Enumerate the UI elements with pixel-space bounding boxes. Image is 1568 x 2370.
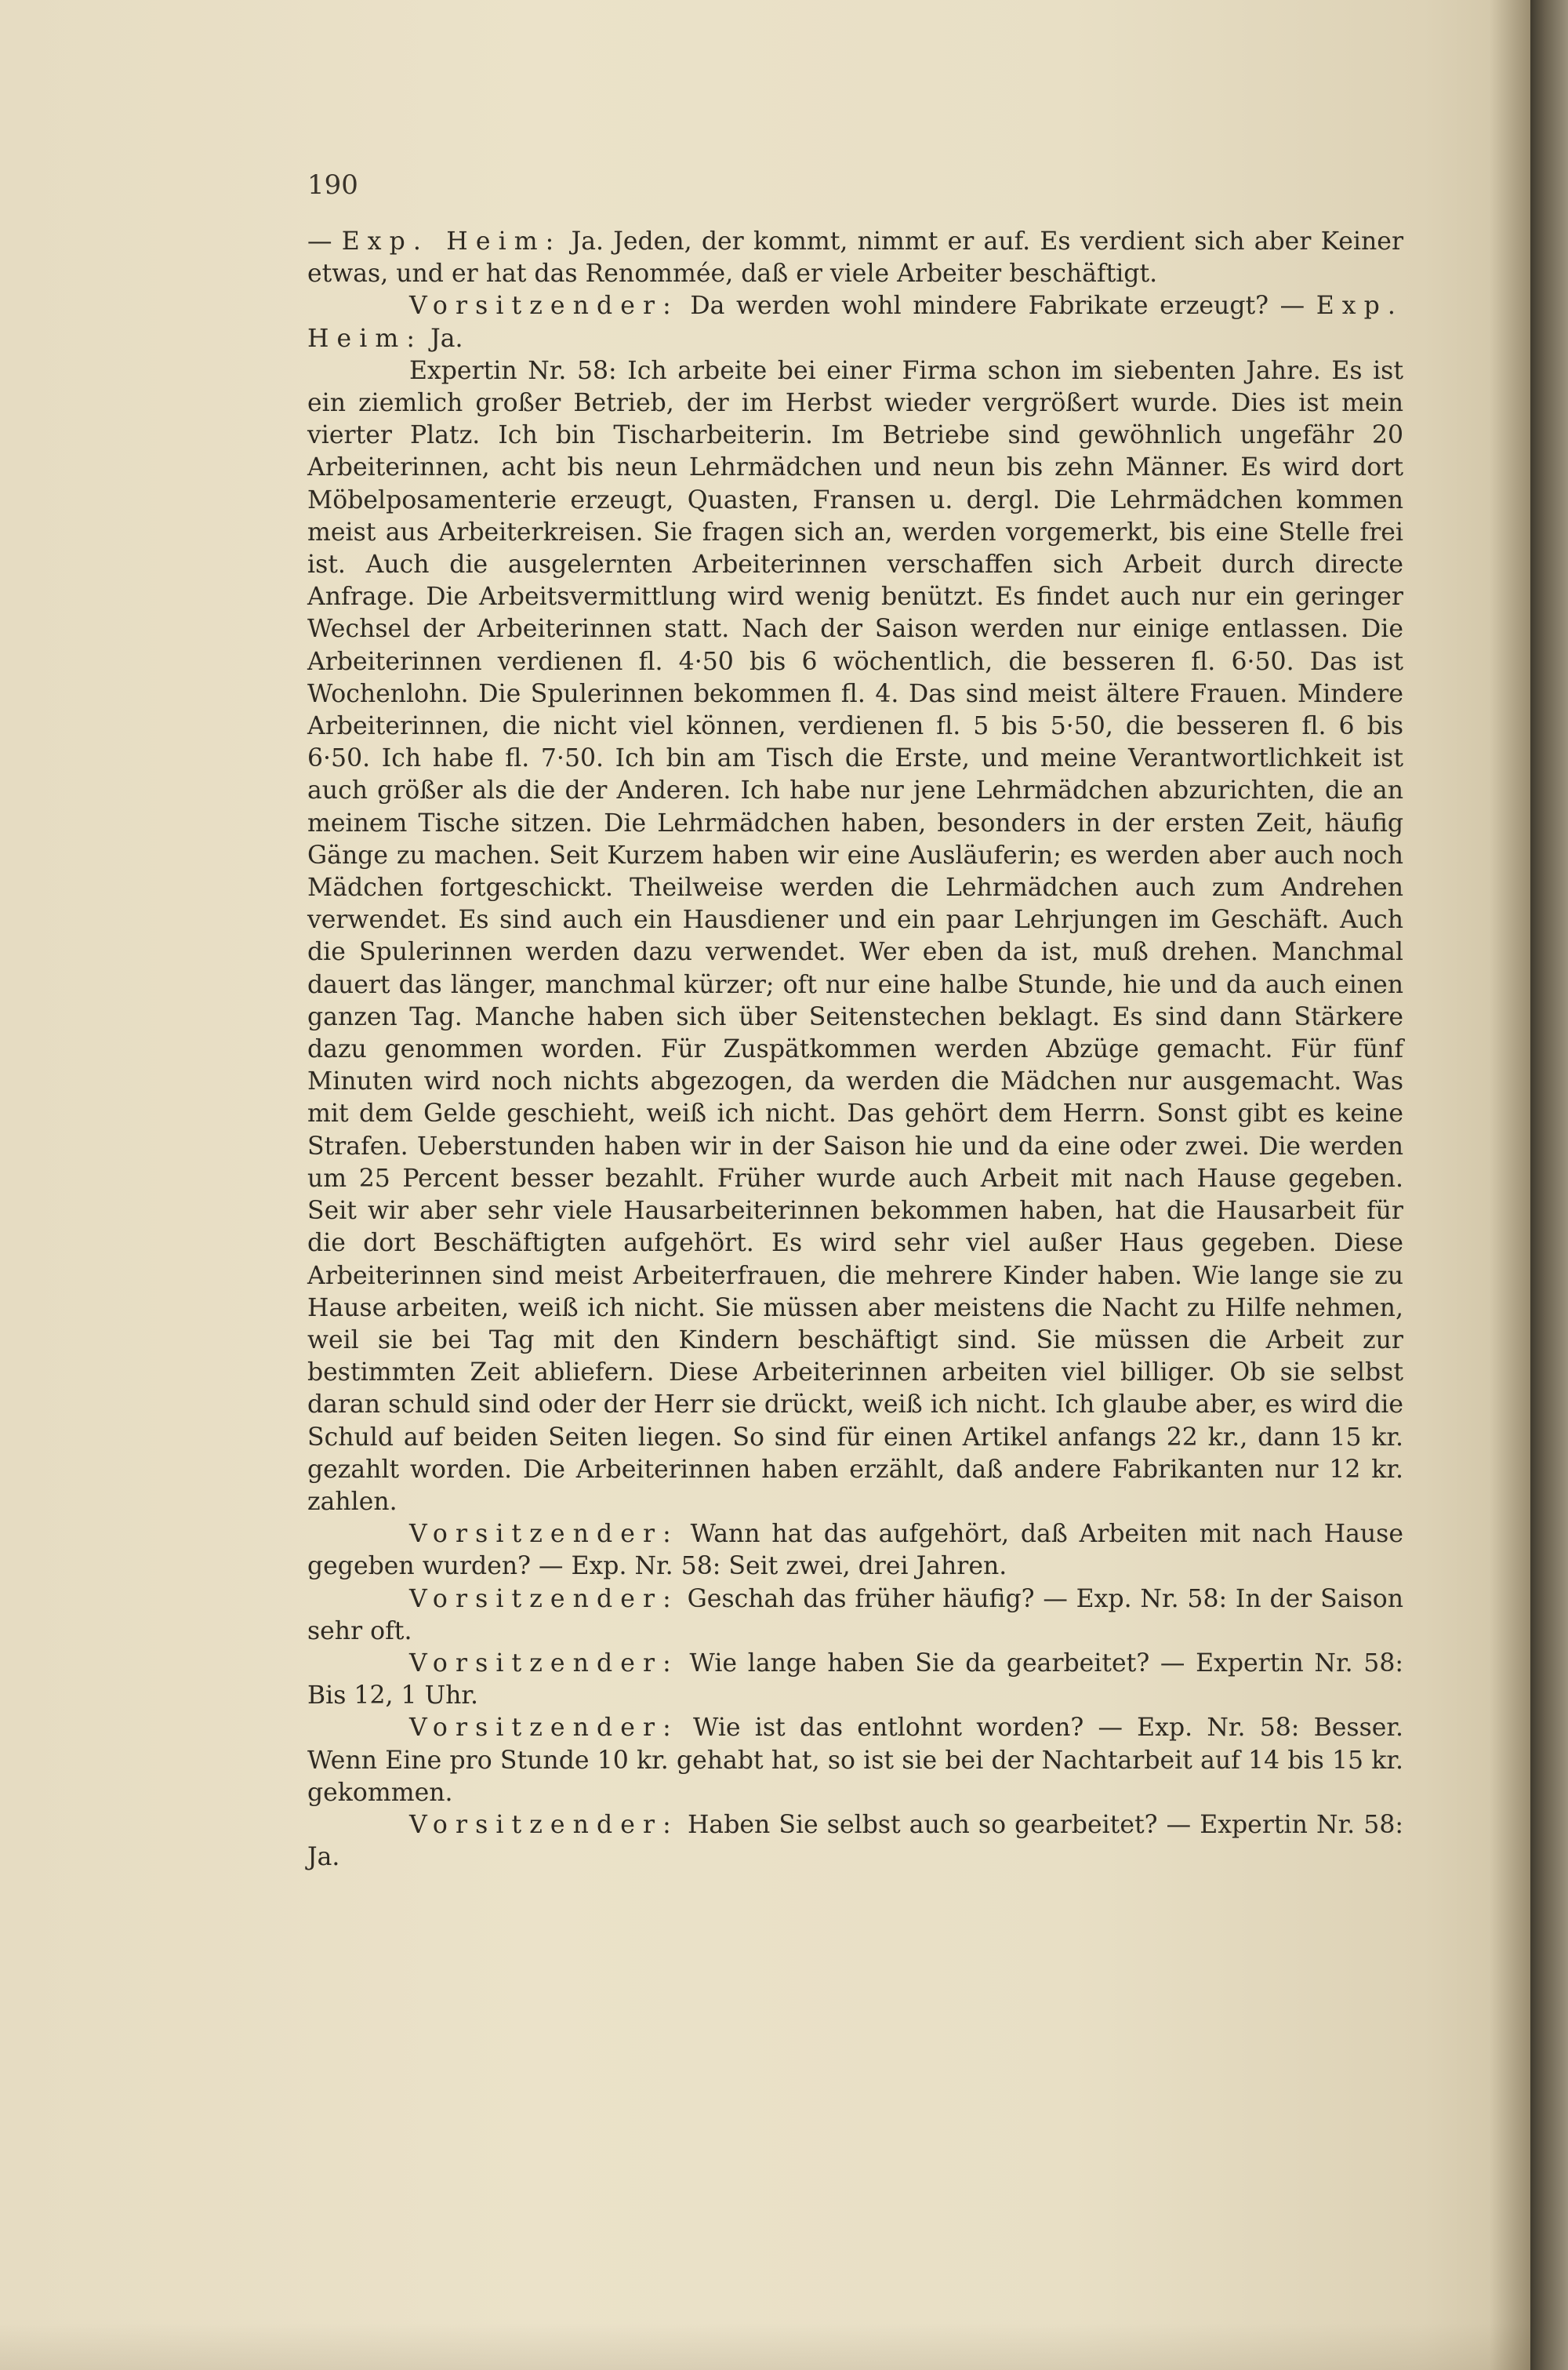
speaker-label: Vorsitzender: xyxy=(409,1810,679,1839)
speaker-label: Exp. Heim: xyxy=(307,292,1403,353)
text-run: — xyxy=(307,227,342,256)
paragraph xyxy=(307,355,1403,1518)
text-run: Ja. Jeden, der kommt, nimmt er auf. Es verdient sich aber Keiner etwas, und er hat das Renommée, daß er viele Arbeiter beschäftigt. xyxy=(307,227,1403,289)
text-run: Wie ist das entlohnt worden? — Exp. Nr. 58: Besser. Wenn Eine pro Stunde 10 kr. gehabt hat, so ist sie bei der Nachtarbeit auf 14 bis 15 kr. gekommen. xyxy=(307,1714,1403,1807)
text-run: Wann hat das aufgehört, daß Arbeiten mit nach Hause gegeben wurden? — Exp. Nr. 58: Seit zwei, drei Jahren. xyxy=(307,1520,1403,1581)
text-run: Geschah das früher häufig? — Exp. Nr. 58: In der Saison sehr oft. xyxy=(307,1584,1403,1645)
speaker-label: Vorsitzender: xyxy=(409,1648,679,1678)
speaker-label: Vorsitzender: xyxy=(409,1584,679,1613)
text-run: Haben Sie selbst auch so gearbeitet? — Expertin Nr. 58: Ja. xyxy=(307,1810,1403,1872)
speaker-label: Exp. Heim: xyxy=(341,227,562,256)
gutter-shadow xyxy=(1490,0,1530,2370)
book-binding-edge xyxy=(1530,0,1568,2370)
page-number: 190 xyxy=(307,169,358,201)
paragraph xyxy=(307,1583,1403,1648)
speaker-label: Vorsitzender: xyxy=(409,292,679,321)
speaker-label: Vorsitzender: xyxy=(409,1714,679,1743)
paragraph xyxy=(307,290,1403,354)
page-bottom-shadow xyxy=(0,2323,1530,2370)
body-text xyxy=(307,226,1403,1874)
text-run: Expertin Nr. 58: Ich arbeite bei einer Firma schon im siebenten Jahre. Es ist ein ziemlich großer Betrieb, der im Herbst wieder vergrößert wurde. Dies ist mein vierter Platz. Ich bin Tischarbeiterin. Im Betriebe sind gewöhnlich ungefähr 20 Arbeiterinnen, acht bis neun Lehrmädchen und neun bis zehn Männer. Es wird dort Möbelposamenterie erzeugt, Quasten, Fransen u. dergl. Die Lehrmädchen kommen meist aus Arbeiterkreisen. Sie fragen sich an, werden vorgemerkt, bis eine Stelle frei ist. Auch die ausgelernten Arbeiterinnen verschaffen sich Arbeit durch directe Anfrage. Die Arbeitsvermittlung wird wenig benützt. Es findet auch nur ein geringer Wechsel der Arbeiterinnen statt. Nach der Saison werden nur einige entlassen. Die Arbeiterinnen verdienen fl. 4·50 bis 6 wöchentlich, die besseren fl. 6·50. Das ist Wochenlohn. Die Spulerinnen bekommen fl. 4. Das sind meist ältere Frauen. Mindere Arbeiterinnen, die nicht viel können, verdienen fl. 5 bis 5·50, die besseren fl. 6 bis 6·50. Ich habe fl. 7·50. Ich bin am Tisch die Erste, und meine Verantwortlichkeit ist auch größer als die der Anderen. Ich habe nur jene Lehrmädchen abzurichten, die an meinem Tische sitzen. Die Lehrmädchen haben, besonders in der ersten Zeit, häufig Gänge zu machen. Seit Kurzem haben wir eine Ausläuferin; es werden aber auch noch Mädchen fortgeschickt. Theilweise werden die Lehrmädchen auch zum Andrehen verwendet. Es sind auch ein Hausdiener und ein paar Lehrjungen im Geschäft. Auch die Spulerinnen werden dazu verwendet. Wer eben da ist, muß drehen. Manchmal dauert das länger, manchmal kürzer; oft nur eine halbe Stunde, hie und da auch einen ganzen Tag. Manche haben sich über Seitenstechen beklagt. Es sind dann Stärkere dazu genommen worden. Für Zuspätkommen werden Abzüge gemacht. Für fünf Minuten wird noch nichts abgezogen, da werden die Mädchen nur ausgemacht. Was mit dem Gelde geschieht, weiß ich nicht. Das gehört dem Herrn. Sonst gibt es keine Strafen. Ueberstunden haben wir in der Saison hie und da eine oder zwei. Die werden um 25 Percent besser bezahlt. Früher wurde auch Arbeit mit nach Hause gegeben. Seit wir aber sehr viele Hausarbeiterinnen bekommen haben, hat die Hausarbeit für die dort Beschäftigten aufgehört. Es wird sehr viel außer Haus gegeben. Diese Arbeiterinnen sind meist Arbeiterfrauen, die mehrere Kinder haben. Wie lange sie zu Hause arbeiten, weiß ich nicht. Sie müssen aber meistens die Nacht zu Hilfe nehmen, weil sie bei Tag mit den Kindern beschäftigt sind. Sie müssen die Arbeit zur bestimmten Zeit abliefern. Diese Arbeiterinnen arbeiten viel billiger. Ob sie selbst daran schuld sind oder der Herr sie drückt, weiß ich nicht. Ich glaube aber, es wird die Schuld auf beiden Seiten liegen. So sind für einen Artikel anfangs 22 kr., dann 15 kr. gezahlt worden. Die Arbeiterinnen haben erzählt, daß andere Fabrikanten nur 12 kr. zahlen. xyxy=(307,356,1403,1516)
text-run: Ja. xyxy=(423,324,463,353)
text-run: Wie lange haben Sie da gearbeitet? — Expertin Nr. 58: Bis 12, 1 Uhr. xyxy=(307,1648,1403,1710)
speaker-label: Vorsitzender: xyxy=(409,1520,679,1549)
paragraph xyxy=(307,1518,1403,1583)
text-run: Da werden wohl mindere Fabrikate erzeugt? — xyxy=(678,292,1316,321)
paragraph xyxy=(307,226,1403,290)
paragraph xyxy=(307,1648,1403,1712)
paragraph xyxy=(307,1712,1403,1809)
paragraph xyxy=(307,1809,1403,1874)
